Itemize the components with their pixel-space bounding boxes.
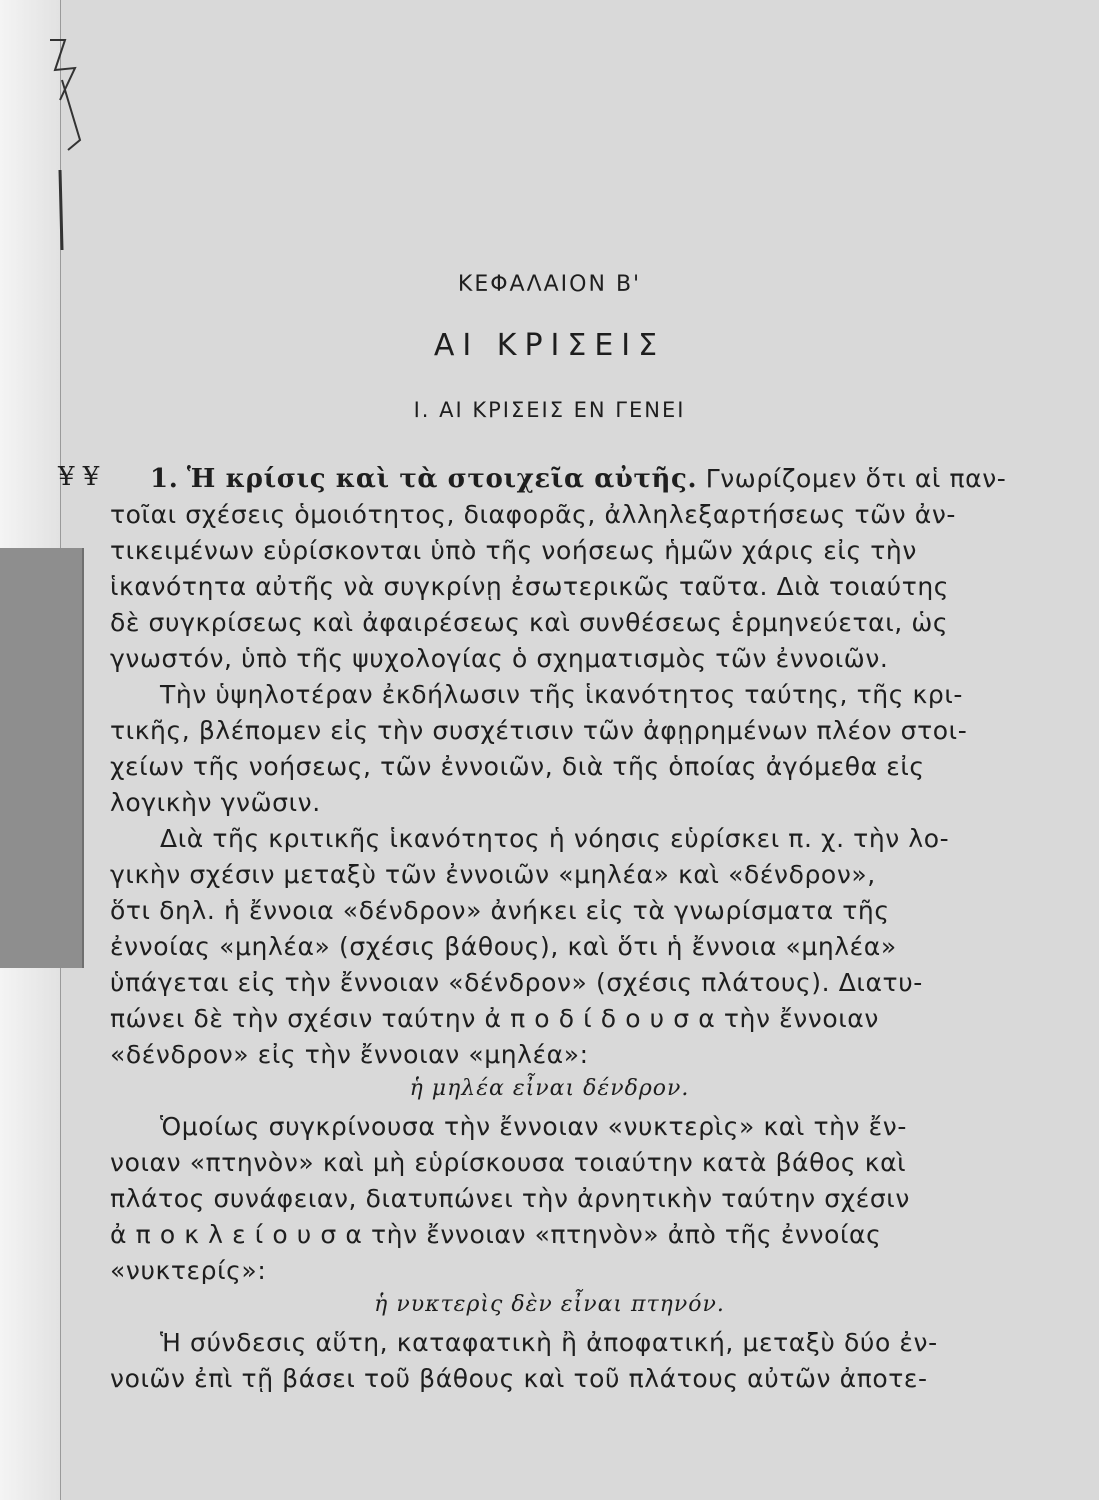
chapter-label: ΚΕΦΑΛΑΙΟΝ Β': [457, 272, 642, 297]
paragraph1-line: ἱκανότητα αὐτῆς νὰ συγκρίνῃ ἐσωτερικῶς ταῦτα. Διὰ τοιαύτης: [110, 572, 950, 601]
paragraph-heading: Ἡ κρίσις καὶ τὰ στοιχεῖα αὐτῆς.: [186, 464, 698, 494]
example-sentence: ἡ μηλέα εἶναι δένδρον.: [409, 1076, 690, 1101]
paragraph3-line: ὑπάγεται εἰς τὴν ἔννοιαν «δένδρον» (σχέσις πλάτους). Διατυ-: [110, 968, 923, 997]
paragraph4-line: «νυκτερίς»:: [110, 1256, 267, 1285]
paragraph1-line: δὲ συγκρίσεως καὶ ἀφαιρέσεως καὶ συνθέσεως ἑρμηνεύεται, ὡς: [110, 608, 949, 637]
paragraph2-line: λογικὴν γνῶσιν.: [110, 788, 321, 817]
paragraph3-line: Διὰ τῆς κριτικῆς ἱκανότητος ἡ νόησις εὑρίσκει π. χ. τὴν λο-: [160, 824, 950, 853]
margin-note: ¥ ¥: [58, 462, 100, 492]
paragraph-number: 1.: [150, 464, 179, 494]
paragraph1-line: [150, 464, 1006, 494]
paragraph5-line: Ἡ σύνδεσις αὕτη, καταφατικὴ ἢ ἀποφατική, μεταξὺ δύο ἐν-: [160, 1328, 938, 1357]
example-sentence: ἡ νυκτερὶς δὲν εἶναι πτηνόν.: [374, 1292, 725, 1317]
paragraph4-line: Ὁμοίως συγκρίνουσα τὴν ἔννοιαν «νυκτερὶς» καὶ τὴν ἔν-: [160, 1112, 907, 1141]
paragraph3-line: γικὴν σχέσιν μεταξὺ τῶν ἐννοιῶν «μηλέα» καὶ «δένδρον»,: [110, 860, 876, 889]
paragraph4-line: πλάτος συνάφειαν, διατυπώνει τὴν ἀρνητικὴν ταύτην σχέσιν: [110, 1184, 910, 1213]
paragraph-text: Γνωρίζομεν ὅτι αἱ παν-: [705, 464, 1007, 493]
section-title: Ι. ΑΙ ΚΡΙΣΕΙΣ ΕΝ ΓΕΝΕΙ: [413, 398, 686, 422]
paragraph2-line: τικῆς, βλέπομεν εἰς τὴν συσχέτισιν τῶν ἀφῃρημένων πλέον στοι-: [110, 716, 968, 745]
paragraph1-line: γνωστόν, ὑπὸ τῆς ψυχολογίας ὁ σχηματισμὸς τῶν ἐννοιῶν.: [110, 644, 889, 673]
paragraph3-line: ὅτι δηλ. ἡ ἔννοια «δένδρον» ἀνήκει εἰς τὰ γνωρίσματα τῆς: [110, 896, 890, 925]
paragraph2-line: χείων τῆς νοήσεως, τῶν ἐννοιῶν, διὰ τῆς ὁποίας ἀγόμεθα εἰς: [110, 752, 925, 781]
paragraph3-line: πώνει δὲ τὴν σχέσιν ταύτην ἀ π ο δ ί δ ο υ σ α τὴν ἔννοιαν: [110, 1004, 879, 1033]
paragraph1-line: τοῖαι σχέσεις ὁμοιότητος, διαφορᾶς, ἀλληλεξαρτήσεως τῶν ἀν-: [110, 500, 957, 529]
paragraph4-line: ἀ π ο κ λ ε ί ο υ σ α τὴν ἔννοιαν «πτηνὸν» ἀπὸ τῆς ἐννοίας: [110, 1220, 882, 1249]
paragraph5-line: νοιῶν ἐπὶ τῇ βάσει τοῦ βάθους καὶ τοῦ πλάτους αὐτῶν ἀποτε-: [110, 1364, 928, 1393]
paragraph1-line: τικειμένων εὑρίσκονται ὑπὸ τῆς νοήσεως ἡμῶν χάρις εἰς τὴν: [110, 536, 917, 565]
paragraph2-line: Τὴν ὑψηλοτέραν ἐκδήλωσιν τῆς ἱκανότητος ταύτης, τῆς κρι-: [160, 680, 964, 709]
paragraph3-line: «δένδρον» εἰς τὴν ἔννοιαν «μηλέα»:: [110, 1040, 589, 1069]
paragraph4-line: νοιαν «πτηνὸν» καὶ μὴ εὑρίσκουσα τοιαύτην κατὰ βάθος καὶ: [110, 1148, 907, 1177]
paragraph3-line: ἐννοίας «μηλέα» (σχέσις βάθους), καὶ ὅτι ἡ ἔννοια «μηλέα»: [110, 932, 897, 961]
chapter-title: ΑΙ ΚΡΙΣΕΙΣ: [433, 328, 666, 363]
